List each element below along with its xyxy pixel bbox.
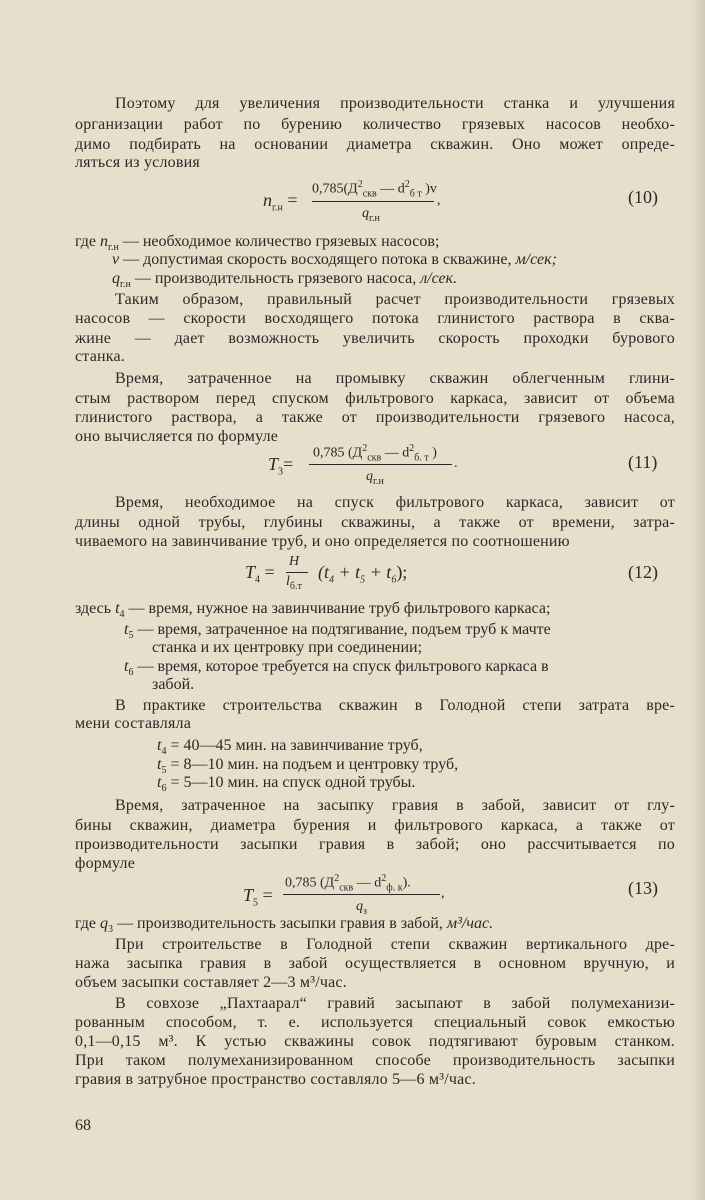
equation-number: (13) (628, 878, 658, 898)
where-item: $t_6$ — время, которое требуется на спуск фильтрового каркаса в (124, 658, 549, 679)
text-line: станка. (75, 348, 125, 365)
text-line: ляться из условия (75, 154, 200, 171)
equation-number: (12) (628, 562, 658, 582)
where-item: где $q_3$ — производительность засыпки гравия в забой, м³/час. (75, 915, 494, 936)
equation-number: (11) (628, 452, 658, 472)
text-line: Время, затраченное на засыпку гравия в забой, зависит от глу- (115, 797, 675, 814)
text-line: 0,1—0,15 м³. К устью скважины совок подтягивают буровым станком. (75, 1033, 675, 1050)
value-item: $t_5$ = 8—10 мин. на подъем и центровку труб, (157, 756, 459, 777)
text-line: Поэтому для увеличения производительности станка и улучшения (115, 95, 675, 112)
text-line: Время, затраченное на промывку скважин облегченным глини- (115, 370, 675, 387)
text-line: длины одной трубы, глубины скважины, а также от времени, затра- (75, 514, 675, 531)
text-line: Таким образом, правильный расчет производительности грязевых (115, 291, 675, 308)
where-item: v — допустимая скорость восходящего потока в скважине, м/сек; (112, 251, 557, 268)
text-line: производительности засыпки гравия в забой; оно рассчитывается по (75, 836, 675, 853)
page-number: 68 (75, 1117, 91, 1134)
where-item: $t_5$ — время, затраченное на подтягивание, подъем труб к мачте (124, 621, 551, 642)
where-item: станка и их центровку при соединении; (152, 639, 423, 656)
text-line: бины скважин, диаметра бурения и фильтрового каркаса, а также от (75, 817, 675, 834)
text-line: стым раствором перед спуском фильтрового каркаса, зависит от объема (75, 390, 675, 407)
text-line: глинистого раствора, а также от производительности грязевого насоса, (75, 409, 675, 426)
text-line: нажа засыпка гравия в забой осуществляется в основном вручную, и (75, 955, 675, 972)
text-line: организации работ по бурению количество грязевых насосов необхо- (75, 116, 675, 133)
value-item: $t_4$ = 40—45 мин. на завинчивание труб, (157, 737, 423, 758)
text-line: оно вычисляется по формуле (75, 428, 279, 445)
text-line: чиваемого на завинчивание труб, и оно определяется по соотношению (75, 533, 570, 550)
text-line: объем засыпки составляет 2—3 м³/час. (75, 974, 347, 991)
equation-number: (10) (628, 187, 658, 207)
text-line: При таком полумеханизированном способе производительность засыпки (75, 1052, 675, 1069)
book-page: Поэтому для увеличения производительности станка и улучшения организации работ по бурению количество грязевых насосов необхо- димо подбирать на основании диаметра скважин. Оно может опреде- ляться из условия $n_{г.н}$ = $0,785(Д^2_{скв}$ — $d^2_{б т}$ )v , $q_{г.н}$ (10) где $n_{г.н}$ — необходимое количество грязевых насосов; v — допустимая скорость восходящего потока в скважине, м/сек; $q_{г.н}$ — производительность грязевого насоса, л/сек. Таким образом, правильный расчет производительности грязевых насосов — скорости восходящего потока глинистого раствора в сква- жине — дает возможность увеличить скорость проходки бурового станка. Время, затраченное на промывку скважин облегченным глини- стым раствором перед спуском фильтрового каркаса, зависит от объема глинистого раствора, а также от производительности грязевого насоса, оно вычисляется по формуле $T_3=$ 0,785 ($Д^2_{скв}$ — $d^2_{б. т}$ ) . $q_{г.н}$ (11) Время, необходимое на спуск фильтрового каркаса, зависит от длины одной трубы, глубины скважины, а также от времени, затра- чиваемого на завинчивание труб, и оно определяется по соотношению $T_4$ = H $l_{б.т}$ $(t_4 + t_5 + t_6)$; (12) здесь $t_4$ — время, нужное на завинчивание труб фильтрового каркаса; $t_5$ — время, затраченное на подтягивание, подъем труб к мачте станка и их центровку при соединении; $t_6$ — время, которое требуется на спуск фильтрового каркаса в забой. В практике строительства скважин в Голодной степи затрата вре- мени составляла $t_4$ = 40—45 мин. на завинчивание труб, $t_5$ = 8—10 мин. на подъем и центровку труб, $t_6$ = 5—10 мин. на спуск одной трубы. Время, затраченное на засыпку гравия в забой, зависит от глу- бины скважин, диаметра бурения и фильтрового каркаса, а также от производительности засыпки гравия в забой; оно рассчитывается по формуле $T_5$ = 0,785 ($Д^2_{скв}$ — $d^2_{ф. к}$). , $q_з$ (13) где $q_3$ — производительность засыпки гравия в забой, м³/час. При строительстве в Голодной степи скважин вертикального дре- нажа засыпка гравия в забой осуществляется в основном вручную, и объем засыпки составляет 2—3 м³/час. В совхозе „Пахтаарал“ гравий засыпают в забой полумеханизи- рованным способом, т. е. используется специальный совок емкостью 0,1—0,15 м³. К устью скважины совок подтягивают буровым станком. При таком полумеханизированном способе производительность засыпки гравия в затрубное пространство составляло 5—6 м³/час. 68 (0, 0, 705, 1200)
where-item: здесь $t_4$ — время, нужное на завинчивание труб фильтрового каркаса; (75, 600, 551, 621)
text-line: В практике строительства скважин в Голодной степи затрата вре- (115, 697, 675, 714)
page-fold-shadow (691, 0, 705, 1200)
text-line: димо подбирать на основании диаметра скважин. Оно может опреде- (75, 136, 675, 153)
where-item: $q_{г.н}$ — производительность грязевого насоса, л/сек. (112, 270, 458, 291)
text-line: мени составляла (75, 715, 192, 732)
text-line: При строительстве в Голодной степи скважин вертикального дре- (115, 936, 675, 953)
text-line: жине — дает возможность увеличить скорость проходки бурового (75, 330, 675, 347)
text-line: гравия в затрубное пространство составляло 5—6 м³/час. (75, 1071, 476, 1088)
text-line: насосов — скорости восходящего потока глинистого раствора в сква- (75, 310, 675, 327)
text-line: Время, необходимое на спуск фильтрового каркаса, зависит от (115, 494, 675, 511)
value-item: $t_6$ = 5—10 мин. на спуск одной трубы. (157, 774, 416, 795)
where-item: забой. (152, 676, 195, 693)
text-line: В совхозе „Пахтаарал“ гравий засыпают в забой полумеханизи- (115, 995, 675, 1012)
text-line: формуле (75, 855, 136, 872)
where-item: где $n_{г.н}$ — необходимое количество грязевых насосов; (75, 233, 440, 254)
text-line: рованным способом, т. е. используется специальный совок емкостью (75, 1014, 675, 1031)
